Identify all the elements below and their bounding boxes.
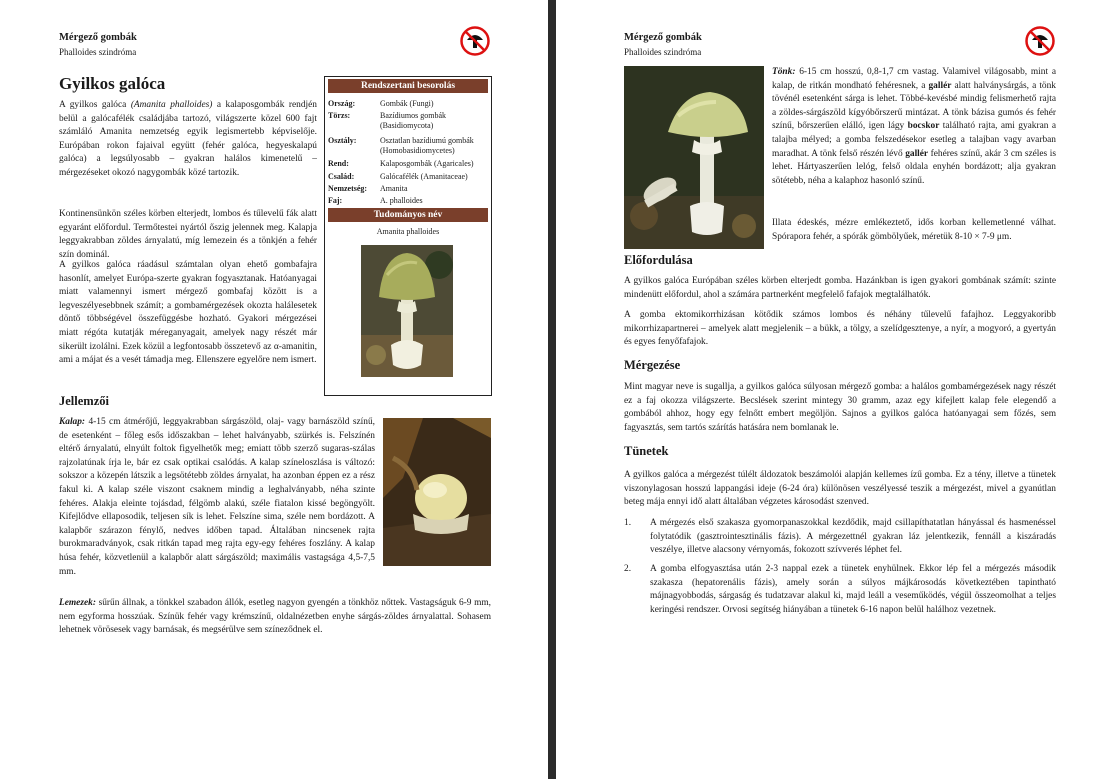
mushroom-photo-mature [624,66,764,249]
header-subtitle: Phalloides szindróma [59,47,137,57]
section-title-elofordulas: Előfordulása [624,253,693,267]
taxonomy-heading: Rendszertani besorolás [328,79,488,93]
intro-paragraph-1: A gyilkos galóca (Amanita phalloides) a kalaposgombák rendjén belül a galócafélék családjába tartozó, világszerte közel 600 fajt számláló Amanita nemzetség egyik legismertebb képviselője. Európában rokon fajaival együtt (fehér galóca, hegyeskalapú galóca) a legsúlyosabb – gyakran halálos kimenetelű – mérgezéseket okozó nagygombák közé tartozik. [59,100,317,178]
tonk-paragraph: Tönk: 6-15 cm hosszú, 0,8-1,7 cm vastag. Valamivel világosabb, mint a kalap, de ritkán mondható fehéresnek, a gallér alatt halványsárgás, a tönk tövénél esetenként sárga is lehet. Többé-kevésbé mindig felismerhető rajta a zöldes-sárgászöld kígyóbőrszerű mintázat. A tönk bázisa gumós és fehér színű, bőrszerűen elálló, igen lágy bocskor található rajta, ami gyakran a talajba mélyed; a gomba felszedésekor esetleg a talajban vagy avarban maradhat. A tönk felső részén lévő gallér fehéres színű, akár 3 cm széles is lehet. Hártyaszerűen lelóg, felső oldala enyhén bordázott; alja gyakran sötétebb, néha a kalaphoz hasonló színű. [772,67,1057,186]
scientific-name-heading: Tudományos név [328,208,488,222]
mushroom-photo-young [383,418,491,566]
section-title-tunetek: Tünetek [624,444,669,458]
scientific-name: Amanita phalloides [376,227,440,236]
taxonomy-box: Rendszertani besorolás Ország: Gombák (Fungi) Törzs: Bazídiumos gombák (Basidiomycota) Osztály: Osztatlan bazídiumú gombák (Homobasidiomycetes) Rend: Kalaposgombák (Agaricales) Család: Galócafélék (Amanitaceae) Nemzetség: Amanita Faj: A. phalloides Tudományos név Amanita phalloides [324,76,492,396]
intro-paragraph-3: A gyilkos galóca ráadásul számtalan olyan ehető gombafajra hasonlít, amelyet Európa-szerte gyakran fogyasztanak. Hatóanyagai miatt valamennyi ismert mérgező gombafaj között is a legveszélyesebbnek számít; a gombamérgezések okozta halálesetek döntő többségével összefüggésbe hozható. Gyakori mérgezései miatt régóta kutatják méreganyagait, amelyek nagy részét már sikerült izolálni. Ezek közül a legfontosabb összetevő az α-amanitin, ami a májat és a vesét támadja meg. Ellenszere egyelőre nem ismert. [59,260,317,366]
elofordulas-paragraph-2: A gomba ektomikorrhizásan kötődik számos lombos és néhány tűlevelű fafajhoz. Leggyakoribb mikorrhizapartnerei – amelyek alatt megjelenik – a bükk, a tölgy, a szelídgesztenye, a nyír, a mogyoró, a gyertyán és egyes fenyőfafajok. [624,310,1056,348]
mushroom-photo-taxobox [361,245,453,377]
list-item-text: A gomba elfogyasztása után 2-3 nappal ezek a tünetek enyhülnek. Ekkor lép fel a mérgezés második szakasza (hepatorenális fázis), amely során a súlyos májkárosodás következtében tapintható májnagyobbodás, sárgaság és tudatzavar alakul ki, majd leáll a veseműködés, végül összeomolhat a teljes keringési rendszer. Orvosi segítség hiányában a tünetek 6-16 napon belül halálhoz vezetnek. [650,564,1056,615]
no-mushroom-icon [460,26,490,56]
mergezes-paragraph: Mint magyar neve is sugallja, a gyilkos galóca súlyosan mérgező gomba: a halálos gombamérgezések nagy részét ez a faj okozza világszerte. Becslések szerint mintegy 30 gramm, azaz egy kifejlett kalap fele elegendő a gombából ahhoz, hogy egy felnőtt embert megöljön. Sajnos a gyilkos galóca hatóanyagai sem főzés, sem fagyasztás, sem tartós szárítás hatására nem bomlanak le. [624,382,1056,433]
section-title-jellemzoi: Jellemzői [59,394,109,408]
elofordulas-paragraph-1: A gyilkos galóca Európában széles körben elterjedt gomba. Hazánkban is igen gyakori gombának számít: szinte mindenütt előfordul, ahol a számára partnerként megfelelő fafajok megtalálhatók. [624,276,1056,300]
intro-paragraph-2: Kontinensünkön széles körben elterjedt, lombos és tűlevelű fák alatt egyaránt előfordul. Termőtestei nyártól őszig jelennek meg. Kalapja leggyakrabban zöldes árnyalatú, míg lemezein és a tönkjén a fehér szín dominál. [59,209,317,260]
lemezek-paragraph: Lemezek: sűrűn állnak, a tönkkel szabadon állók, esetleg nagyon gyengén a tönkhöz nőttek. Vastagságuk 6-9 mm, nem egyforma hosszúak. Színük fehér vagy krémszínű, oldalnézetben enyhe sárgás-zöldes árnyalattal. Sohasem lehetnek vörösesek vagy barnásak, és megsérülve sem színeződnek el. [59,598,491,636]
page-title: Gyilkos galóca [59,74,166,93]
section-title-mergezes: Mérgezése [624,358,681,372]
page-left [0,0,548,779]
header-subtitle: Phalloides szindróma [624,47,702,57]
page-right [556,0,1115,779]
kalap-paragraph: Kalap: 4-15 cm átmérőjű, leggyakrabban sárgászöld, olaj- vagy barnászöld színű, de esetenként – főleg esős időszakban – lehet halványabb, szürkés is. Felszínén eltérő árnyalatú, elnyúlt foltok figyelhetők meg; emiatt több szerző sugaras-szálas rajzolatúnak írja le, bár ez csak optikai csalódás. A kalap színeloszlása is változó: sokszor a közepén látszik a legsötétebb zöldes árnyalat, ha azonban éppen ez a rész fakul ki. A kalap széle viszont csaknem mindig a leghalványabb, néha szinte fehéres. Alakja eleinte tojásdad, félgömb alakú, széle fiatalon kissé begöngyölt. Kifejlődve ellaposodik, teljesen sík is lehet. Felszíne sima, széle nem bordázott. A kalapbőr szárazon fénylő, nedves időben tapad. Általában nincsenek rajta burokmaradványok, csak ritkán tapad meg rajta egy-egy fehéres foszlány. A kalap húsa fehér, közvetlenül a kalapbőr alatt sárgászöld; maximális vastagsága 4,5-7,5 mm. [59,417,375,577]
list-item-number: 2. [624,564,632,574]
list-item-text: A mérgezés első szakasza gyomorpanaszokkal kezdődik, majd csillapíthatatlan hányással és hasmenéssel folytatódik (gasztrointesztinális fázis). A mérgezettnél gyakran láz jelentkezik, fennáll a kiszáradás veszélye, illetve alacsony vérnyomás, fokozott szívverés léphet fel. [650,518,1056,556]
tunetek-paragraph: A gyilkos galóca a mérgezést túlélt áldozatok beszámolói alapján kellemes ízű gomba. Ez a tény, illetve a tünetek viszonylagosan hosszú lappangási ideje (6-24 óra) különösen veszélyessé teszik a mérgezést, mivel a gyanútlan beteg mája ennyi idő alatt általában végzetes károsodást szenved. [624,470,1056,508]
page-divider [548,0,556,779]
smell-paragraph: Illata édeskés, mézre emlékeztető, idős korban kellemetlenné válhat. Spórapora fehér, a spórák gömbölyűek, méretük 8-10 × 7-9 μm. [772,218,1056,242]
header-title: Mérgező gombák [624,32,702,43]
header-title: Mérgező gombák [59,32,137,43]
list-item-number: 1. [624,518,632,528]
no-mushroom-icon [1025,26,1055,56]
